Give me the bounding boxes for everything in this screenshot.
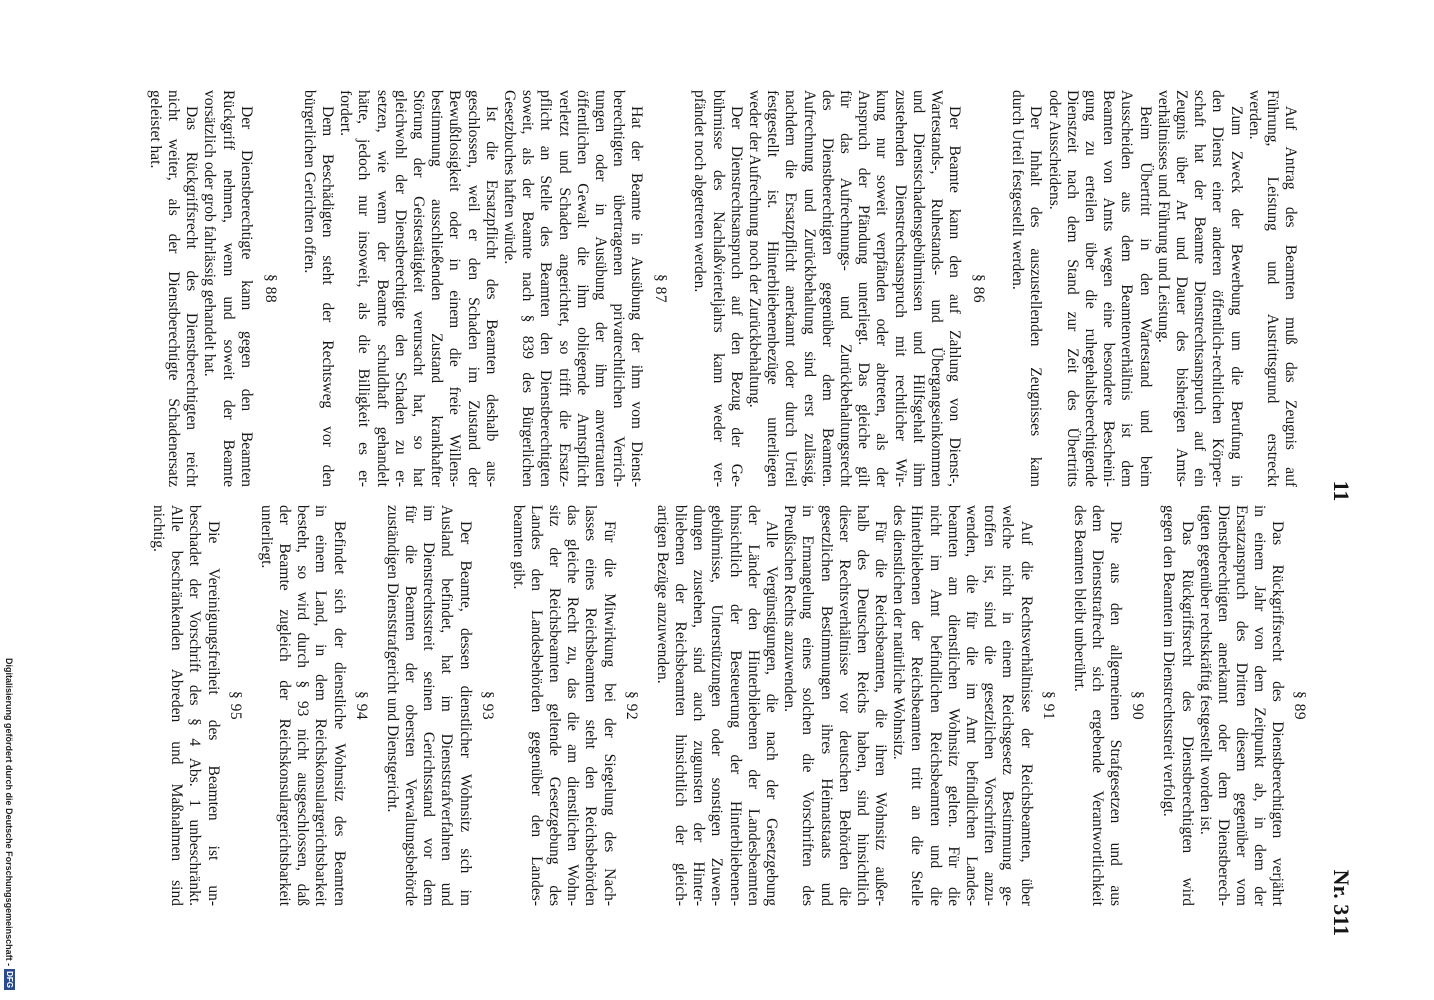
text-line: Für die Mitwirkung bei der Siegelung des Nach- xyxy=(600,521,618,906)
dfg-logo: DFG xyxy=(5,971,14,988)
section-heading: § 90 xyxy=(1129,690,1147,721)
text-line: nichtig. xyxy=(150,505,168,552)
text-line: dem Dienststrafrecht sich ergebende Verantwortlichkeit xyxy=(1089,505,1106,906)
text-line: Beim Übertritt in den Wartestand und beim xyxy=(1136,106,1154,487)
text-line: bührnisse des Nachlaßvierteljahrs kann weder ver- xyxy=(709,90,727,487)
text-line: Bewußtlosigkeit oder in einem die freie Willens- xyxy=(446,90,464,487)
paragraph xyxy=(1008,90,1044,487)
text-line: lasses eines Reichsbeamten steht den Reichsbehörden xyxy=(582,505,600,906)
paragraph xyxy=(780,505,889,906)
paragraph xyxy=(1245,90,1300,487)
section xyxy=(690,90,988,487)
paragraph xyxy=(690,90,745,487)
paragraph xyxy=(149,505,222,906)
text-line: der Länder den Hinterbliebenen der Landesbeamten xyxy=(744,505,762,906)
text-line: nachdem die Ersatzpflicht anerkannt oder durch Urteil xyxy=(782,90,800,487)
text-line: unterliegt. xyxy=(257,505,275,569)
paragraph xyxy=(146,90,201,487)
section xyxy=(383,505,497,906)
paragraph xyxy=(257,505,348,906)
text-line: Hat der Beamte in Ausübung der ihm vom Dienst- xyxy=(628,106,646,487)
paragraph xyxy=(383,505,474,906)
text-line: schaft hat der Beamte Dienstrechtsanspruch auf ein xyxy=(1191,90,1209,487)
section-heading: § 86 xyxy=(970,273,988,304)
text-line: Beamten von Amts wegen eine besondere Bescheini- xyxy=(1100,90,1118,487)
paragraph xyxy=(1070,505,1125,906)
text-line: Der Beamte kann den auf Zahlung von Dienst-, xyxy=(946,106,964,487)
text-line: Wartestands-, Ruhestands- und Übergangseinkommen xyxy=(927,90,945,487)
text-line: dieser Rechtsverhältnisse vor deutschen Behörden die xyxy=(835,505,853,906)
text-line: gleichwohl der Dienstberechtigte den Schaden zu er- xyxy=(391,90,409,487)
text-line: beamten gibt. xyxy=(509,505,527,590)
text-line: Das Rückgriffsrecht des Dienstberechtigten reicht xyxy=(183,106,201,487)
text-line: weder der Aufrechnung noch der Zurückbehaltung. xyxy=(746,90,764,408)
document-number: Nr. 311 xyxy=(1329,869,1354,936)
text-line: Für die Reichsbeamten, die ihren Wohnsitz außer- xyxy=(872,521,890,906)
section xyxy=(257,505,371,906)
text-line: zustehenden Dienstrechtsanspruch mit rechtlicher Wir- xyxy=(891,90,909,487)
paragraph xyxy=(200,90,255,487)
text-line: Dem Beschädigten steht der Rechtsweg vor den xyxy=(319,106,337,487)
text-line: verhältnisses und Führung und Leistung. xyxy=(1154,90,1172,343)
text-line: festgestellt ist. Hinterbliebenenbezüge unterliegen xyxy=(764,90,782,487)
paragraph xyxy=(1044,90,1153,487)
section-heading: § 88 xyxy=(261,273,279,304)
section-heading: § 94 xyxy=(352,690,370,721)
text-line: Aufrechnung und Zurückbehaltung sind erst zulässig, xyxy=(800,90,818,487)
text-line: Die Vereinigungsfreiheit des Beamten ist un- xyxy=(204,521,222,906)
text-line: zuständigen Dienststrafgericht und Dienstgericht. xyxy=(383,505,401,813)
text-line: Zum Zweck der Bewerbung um die Berufung in xyxy=(1227,106,1245,487)
text-line: gesetzlichen Bestimmungen ihres Heimatstaats und xyxy=(817,505,835,906)
section-heading: § 89 xyxy=(1291,690,1309,721)
section-heading: § 87 xyxy=(652,273,670,304)
text-line: Landes den Landesbehörden gegenüber den Landes- xyxy=(527,505,545,906)
text-line: öffentlichen Gewalt die ihm obliegende Amtspflicht xyxy=(573,90,591,487)
text-line: halb des Deutschen Reichs haben, sind hinsichtlich xyxy=(853,505,871,906)
text-line: welche nicht in einem Reichsgesetz Bestimmung ge- xyxy=(999,505,1017,906)
text-line: Ersatzanspruch des Dritten diesem gegenüber vom xyxy=(1233,505,1251,906)
text-line: Dienstzeit nach dem Stand zur Zeit des Übertritts xyxy=(1063,90,1081,487)
text-line: das gleiche Recht zu, das die am dienstlichen Wohn- xyxy=(564,505,582,906)
paragraph xyxy=(745,90,963,487)
paragraph xyxy=(1196,505,1287,906)
text-line: bestimmung ausschließenden Zustand krankhafter xyxy=(428,90,446,487)
text-line: Dienstberechtigten anerkannt oder dem Dienstberech- xyxy=(1214,505,1232,906)
text-line: nicht weiter, als der Dienstberechtigte Schadenersatz xyxy=(164,90,182,487)
section xyxy=(300,90,671,487)
text-line: tigten gegenüber rechtskräftig festgestellt worden ist. xyxy=(1196,505,1214,835)
text-line: geleistet hat. xyxy=(146,90,164,169)
text-line: Rückgriff nehmen, wenn und soweit der Beamte xyxy=(219,90,237,487)
paragraph xyxy=(336,90,500,487)
text-line: geschlossen, weil er den Schaden im Zustand der xyxy=(464,90,482,487)
text-line: und Dienstschadensgebührnissen und Hilfsgehalt ihm xyxy=(909,90,927,487)
text-line: bliebenen der Reichsbeamten hinsichtlich der gleich- xyxy=(672,505,690,906)
text-line: beamten am dienstlichen Wohnsitz gelten. Für die xyxy=(944,505,962,906)
text-line: oder Ausscheidens. xyxy=(1045,90,1063,210)
text-line: Gesetzbuches haften würde. xyxy=(500,90,518,265)
paragraph xyxy=(653,505,780,906)
text-line: Alle Vergünstigungen, die nach der Gesetzgebung xyxy=(763,521,780,906)
text-line: Der Inhalt des auszustellenden Zeugnisses kann xyxy=(1027,106,1045,487)
text-line: soweit, als der Beamte nach § 839 des Bürgerlichen xyxy=(519,90,537,487)
text-line: pflicht an Stelle des Beamten den Dienstberechtigten xyxy=(537,90,555,487)
text-line: in einem Land, in dem Reichskonsulargerichtsbarkeit xyxy=(312,505,330,906)
text-line: Ausland befindet, hat im Dienststrafverfahren und xyxy=(438,505,456,906)
text-line: werden. xyxy=(1245,90,1263,140)
text-line: Das Rückgriffsrecht des Dienstberechtigten verjährt xyxy=(1269,521,1287,906)
left-column xyxy=(146,90,1300,487)
section xyxy=(1070,505,1148,906)
text-line: des Beamten bleibt unberührt. xyxy=(1070,505,1088,692)
text-line: troffen ist, sind die gesetzlichen Vorschriften anzu- xyxy=(981,505,999,906)
digitization-credit xyxy=(3,658,15,990)
text-line: tungen oder in Ausübung der ihm anvertrauten xyxy=(591,90,609,487)
section-heading: § 92 xyxy=(622,690,640,721)
text-line: besteht, so wird durch § 93 nicht ausgeschlossen, daß xyxy=(294,505,312,906)
text-line: bürgerlichen Gerichten offen. xyxy=(300,90,318,274)
text-line: gegen den Beamten im Dienstrechtsstreit verfolgt. xyxy=(1160,505,1178,817)
text-line: vorsätzlich oder grob fahrlässig gehandelt hat. xyxy=(201,90,219,377)
text-line: Ist die Ersatzpflicht des Beamten deshalb aus- xyxy=(482,106,500,487)
text-line: Befindet sich der dienstliche Wohnsitz des Beamten xyxy=(330,521,348,906)
text-line: Der Dienstrechtsanspruch auf den Bezug der Ge- xyxy=(727,106,745,487)
text-line: in Ermangelung eines solchen die Vorschriften des xyxy=(799,505,817,906)
section xyxy=(1159,505,1309,906)
paragraph xyxy=(500,90,646,487)
text-line: Preußischen Rechts anzuwenden. xyxy=(781,505,799,713)
text-line: den Dienst einer anderen öffentlich-rechtlichen Körper- xyxy=(1209,90,1227,487)
text-line: in einem Jahr von dem Zeitpunkt ab, in dem der xyxy=(1251,505,1269,906)
section xyxy=(509,505,641,906)
text-line: Hinterbliebenen der Reichsbeamten tritt an die Stelle xyxy=(908,505,926,906)
text-line: Führung, Leistung und Austrittsgrund erstreckt xyxy=(1263,90,1281,487)
text-line: für die Beamten der obersten Verwaltungsbehörde xyxy=(402,505,419,906)
text-line: Auf die Rechtsverhältnisse der Reichsbeamten, über xyxy=(1017,521,1035,906)
text-line: Der Dienstberechtigte kann gegen den Beamten xyxy=(237,106,255,487)
text-line: des dienstlichen der natürliche Wohnsitz. xyxy=(890,505,908,760)
paragraph xyxy=(300,90,336,487)
section-heading: § 95 xyxy=(226,690,244,721)
section xyxy=(653,505,1058,906)
right-column xyxy=(149,505,1310,906)
text-line: Das Rückgriffsrecht des Dienstberechtigten wird xyxy=(1178,521,1196,906)
section-heading: § 91 xyxy=(1039,690,1057,721)
text-line: der Beamte zugleich der Reichskonsulargerichtsbarkeit xyxy=(276,505,294,906)
text-line: kung nur soweit verpfänden oder abtreten, als der xyxy=(873,90,891,487)
text-line: Störung der Geistestätigkeit verursacht hat, so hat xyxy=(410,90,428,487)
text-line: hinsichtlich der Besteuerung der Hinterbliebenen- xyxy=(726,505,744,906)
text-line: durch Urteil festgestellt werden. xyxy=(1009,90,1027,290)
text-line: beschadet der Vorschrift des § 4 Abs. 1 unbeschränkt. xyxy=(186,505,204,906)
text-line: verletzt und Schaden angerichtet, so trifft die Ersatz- xyxy=(555,90,573,487)
paragraph xyxy=(1159,505,1195,906)
section xyxy=(149,505,245,906)
paragraph xyxy=(889,505,1035,906)
text-line: Ausscheiden aus dem Beamtenverhältnis ist dem xyxy=(1118,90,1136,487)
text-line: Anspruch der Pfändung unterliegt. Das gleiche gilt xyxy=(855,90,873,487)
text-line: für das Aufrechnungs- und Zurückbehaltungsrecht xyxy=(836,90,854,487)
text-line: berechtigten übertragenen privatrechtlichen Verrich- xyxy=(610,90,628,487)
text-line: pfändet noch abgetreten werden. xyxy=(691,90,709,293)
section xyxy=(146,90,280,487)
text-line: Die aus den allgemeinen Strafgesetzen und aus xyxy=(1107,521,1125,906)
text-line: des Dienstberechtigten gegenüber dem Beamten. xyxy=(818,90,836,487)
text-line: Alle beschränkenden Abreden und Maßnahmen sind xyxy=(168,505,186,906)
text-line: artigen Bezüge anzuwenden. xyxy=(653,505,671,684)
text-line: sitz der Reichsbeamten geltende Gesetzgebung des xyxy=(546,505,564,906)
text-line: gung zu erteilen über die ruhegehaltsberechtigende xyxy=(1082,90,1100,487)
text-line: fordert. xyxy=(337,90,355,137)
text-line: Auf Antrag des Beamten muß das Zeugnis auf xyxy=(1282,106,1300,487)
paragraph xyxy=(509,505,618,906)
text-line: Der Beamte, dessen dienstlicher Wohnsitz sich im xyxy=(456,521,474,906)
digitization-credit-text: Digitalisierung gefördert durch die Deutsche Forschungsgemeinschaft - xyxy=(4,658,14,967)
page-number: 11 xyxy=(1329,480,1354,502)
text-line: im Dienstrechtsstreit seinen Gerichtsstand vor dem xyxy=(420,505,438,906)
paragraph xyxy=(1154,90,1245,487)
text-line: nicht im Amt befindlichen Reichsbeamten und die xyxy=(926,505,944,906)
section xyxy=(1008,90,1299,487)
section-heading: § 93 xyxy=(478,690,496,721)
text-line: dungen zustehen, sind auch zugunsten der Hinter- xyxy=(690,505,708,906)
text-line: setzen, wie wenn der Beamte schuldhaft gehandelt xyxy=(373,90,391,487)
text-line: wenden, die für die im Amt befindlichen Landes- xyxy=(963,505,981,906)
text-line: Zeugnis über Art und Dauer des bisherigen Amts- xyxy=(1172,90,1190,487)
text-line: gebührnisse, Unterstützungen oder sonstigen Zuwen- xyxy=(708,505,726,906)
text-line: hätte, jedoch nur insoweit, als die Billigkeit es er- xyxy=(355,90,373,487)
